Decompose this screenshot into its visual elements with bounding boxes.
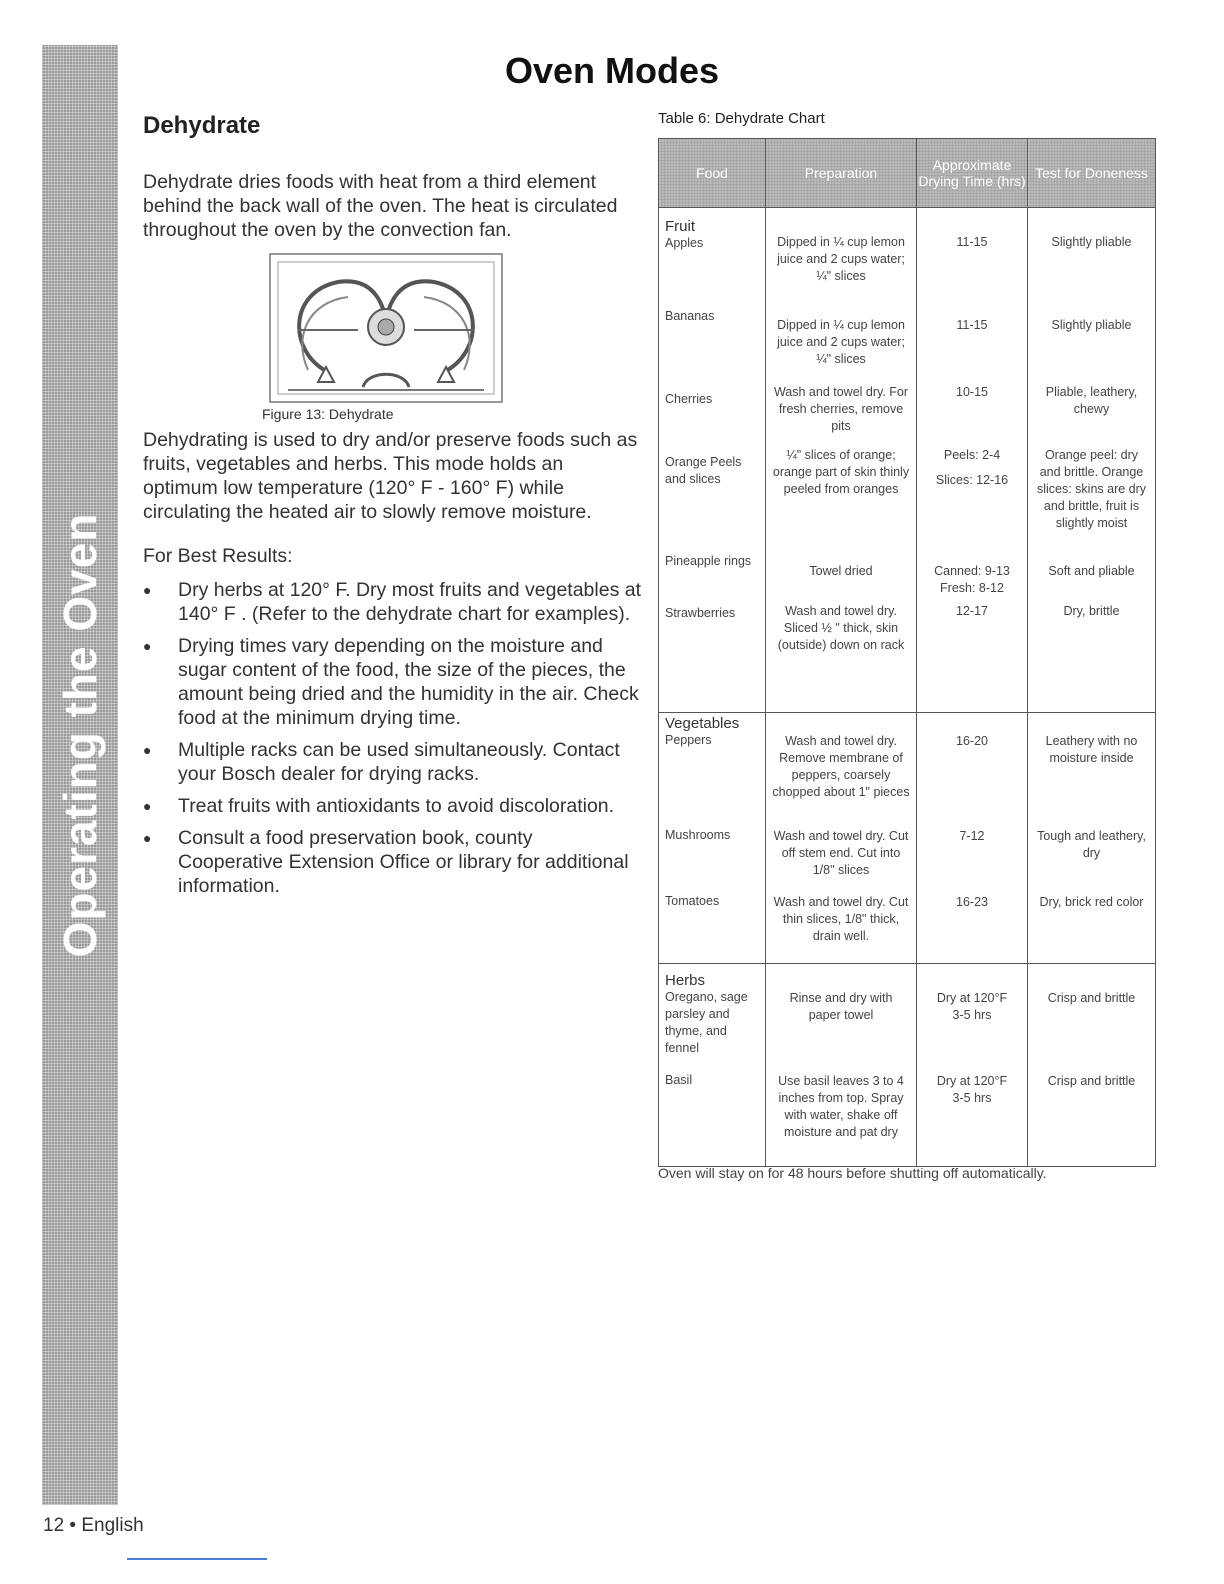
header-drying-time: Approximate Drying Time (hrs) [917, 139, 1028, 208]
time-cell: Dry at 120°F 3-5 hrs Dry at 120°F 3-5 hrs [917, 964, 1028, 1167]
dehydrate-chart [658, 138, 1156, 1167]
prep-cell: Rinse and dry with paper towel Use basil leaves 3 to 4 inches from top. Spray with water, shake off moisture and pat dry [766, 964, 917, 1167]
food-cell: Vegetables Peppers Mushrooms Tomatoes [659, 713, 766, 964]
header-preparation: Preparation [766, 139, 917, 208]
tip-item: ● Drying times vary depending on the moisture and sugar content of the food, the size of the pieces, the amount being dried and the humidity in the air. Check food at the minimum drying time. [143, 635, 639, 729]
category-label: Vegetables [665, 715, 740, 732]
time-cell: 16-20 7-12 16-23 [917, 713, 1028, 964]
bullet-icon: ● [143, 638, 152, 654]
intro-paragraph: Dehydrate dries foods with heat from a third element behind the back wall of the oven. The heat is circulated throughout the oven by the convection fan. [143, 171, 618, 241]
page-title: Oven Modes [504, 50, 720, 91]
test-cell: Slightly pliable Slightly pliable Pliable, leathery, chewy Orange peel: dry and brittle. Orange slices: skins are dry and brittle, fruit is slightly moist Soft and pliable Dry, brittle [1028, 208, 1156, 713]
footer-rule [127, 1558, 267, 1560]
category-label: Fruit [665, 218, 695, 235]
bullet-icon: ● [143, 830, 152, 846]
bullet-icon: ● [143, 582, 152, 598]
oven-fan-illustration [268, 252, 504, 404]
table-caption: Table 6: Dehydrate Chart [658, 110, 825, 127]
tip-item: ● Consult a food preservation book, county Cooperative Extension Office or library for additional information. [143, 827, 629, 897]
tip-item: ● Dry herbs at 120° F. Dry most fruits and vegetables at 140° F . (Refer to the dehydrate chart for examples). [143, 579, 642, 625]
tip-item: ● Multiple racks can be used simultaneously. Contact your Bosch dealer for drying racks. [143, 739, 620, 785]
figure-caption: Figure 13: Dehydrate [262, 406, 394, 422]
prep-cell: Dipped in ¼ cup lemon juice and 2 cups water; ¼" slices Dipped in ¼ cup lemon juice and 2 cups water; ¼" slices Wash and towel dry. For fresh cherries, remove pits ¼" slices of orange; orange part of skin thinly peeled from oranges Towel dried Wash and towel dry. Sliced ½ " thick, skin (outside) down on rack [766, 208, 917, 713]
test-cell: Crisp and brittle Crisp and brittle [1028, 964, 1156, 1167]
header-doneness: Test for Doneness [1028, 139, 1156, 208]
category-label: Herbs [665, 972, 706, 989]
dehydrate-figure [268, 252, 504, 404]
food-cell: Fruit Apples Bananas Cherries Orange Peels and slices Pineapple rings Strawberries [659, 208, 766, 713]
tips-list [143, 578, 643, 906]
bullet-icon: ● [143, 798, 152, 814]
bullet-icon: ● [143, 742, 152, 758]
prep-cell: Wash and towel dry. Remove membrane of peppers, coarsely chopped about 1" pieces Wash and towel dry. Cut off stem end. Cut into 1/8" slices Wash and towel dry. Cut thin slices, 1/8" thick, drain well. [766, 713, 917, 964]
test-cell: Leathery with no moisture inside Tough and leathery, dry Dry, brick red color [1028, 713, 1156, 964]
food-cell: Herbs Oregano, sage parsley and thyme, and fennel Basil [659, 964, 766, 1167]
table-header-row [659, 139, 1156, 208]
tip-item: ● Treat fruits with antioxidants to avoid discoloration. [143, 795, 615, 817]
header-food: Food [659, 139, 766, 208]
time-cell: 11-15 11-15 10-15 Peels: 2-4 Slices: 12-16 Canned: 9-13 Fresh: 8-12 12-17 [917, 208, 1028, 713]
best-results-label: For Best Results: [143, 545, 293, 567]
page-number: 12 • English [43, 1515, 144, 1536]
table-row-fruit [659, 208, 1156, 713]
table-row-vegetables [659, 713, 1156, 964]
description-paragraph: Dehydrating is used to dry and/or preserve foods such as fruits, vegetables and herbs. This mode holds an optimum low temperature (120° F - 160° F) while circulating the heated air to slowly remove moisture. [143, 429, 638, 523]
footnote: Oven will stay on for 48 hours before shutting off automatically. [658, 1165, 1047, 1181]
section-heading: Dehydrate [143, 112, 261, 139]
side-tab-label: Operating the Oven [54, 512, 106, 958]
table-row-herbs [659, 964, 1156, 1167]
